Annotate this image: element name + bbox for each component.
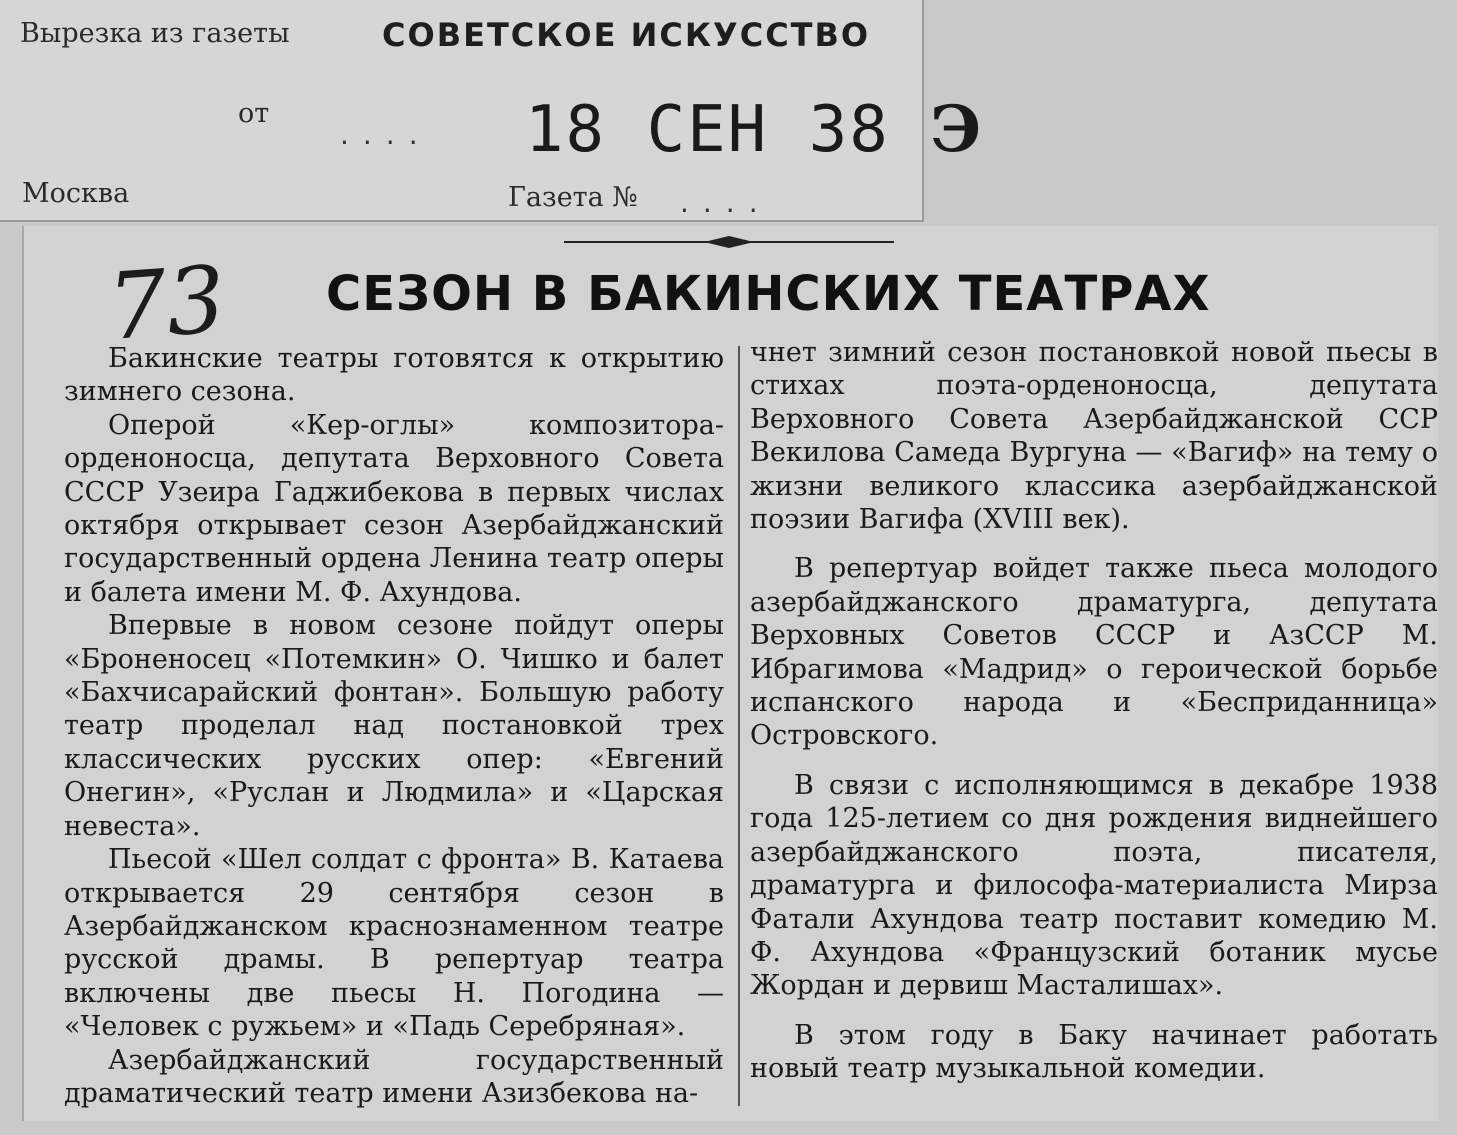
- paragraph: В репертуар войдет также пьеса молодого азербайджанского драматурга, депутата Верховных Советов СССР и АзССР М. Ибрагимова «Мадрид» о героической борьбе испанского народа и «Бесприданница» Островского.: [750, 553, 1438, 752]
- stamped-date: [525, 92, 983, 167]
- article-title: СЕЗОН В БАКИНСКИХ ТЕАТРАХ: [326, 266, 1211, 322]
- paragraph: В связи с исполняющимся в декабре 1938 года 125-летием со дня рождения виднейшего азербайджанского поэта, писателя, драматурга и философа-материалиста Мирза Фатали Ахундова театр поставит комедию М. Ф. Ахундова «Французский ботаник мусье Жордан и дервиш Масталишах».: [750, 769, 1438, 1002]
- handwritten-number: 73: [104, 246, 229, 361]
- paragraph: Бакинские театры готовятся к открытию зимнего сезона.: [64, 343, 724, 408]
- date-dots: ....: [340, 118, 432, 151]
- clipping-stamp: [0, 0, 984, 222]
- paragraph: Пьесой «Шел солдат с фронта» В. Катаева открывается 29 сентября сезон в Азербайджанском краснознаменном театре русской драмы. В репертуар театра включены две пьесы Н. Погодина — «Человек с ружьем» и «Падь Серебряная».: [64, 844, 724, 1043]
- newspaper-clipping: [22, 226, 1438, 1121]
- left-column: [64, 342, 724, 1110]
- issue-dots: ....: [680, 186, 772, 219]
- right-column: [750, 336, 1438, 1086]
- paragraph: чнет зимний сезон постановкой новой пьесы в стихах поэта-орденоносца, депутата Верховного Совета Азербайджанской ССР Векилова Самеда Вургуна — «Вагиф» на тему о жизни великого классика азербайджанской поэзии Вагифа (XVIII век).: [750, 337, 1438, 536]
- label-city: Москва: [22, 178, 130, 209]
- label-issue: Газета №: [508, 182, 638, 213]
- newspaper-name: СОВЕТСКОЕ ИСКУССТВО: [382, 16, 871, 54]
- title-ornament: [564, 234, 894, 250]
- date-mark: Э: [930, 92, 984, 167]
- paragraph: Оперой «Кер-оглы» композитора-орденоносца, депутата Верховного Совета СССР Узеира Гаджибекова в первых числах октября открывает сезон Азербайджанский государственный ордена Ленина театр оперы и балета имени М. Ф. Ахундова.: [64, 409, 724, 608]
- paragraph: Впервые в новом сезоне пойдут оперы «Броненосец «Потемкин» О. Чишко и балет «Бахчисарайский фонтан». Большую работу театр проделал над постановкой трех классических русских опер: «Евгений Онегин», «Руслан и Людмила» и «Царская невеста».: [64, 610, 724, 842]
- column-divider: [738, 346, 740, 1106]
- date-value: 18 СЕН 38: [525, 93, 890, 167]
- paragraph: В этом году в Баку начинает работать новый театр музыкальной комедии.: [750, 1019, 1438, 1085]
- label-clipping: Вырезка из газеты: [20, 18, 290, 49]
- paragraph: Азербайджанский государственный драматический театр имени Азизбекова на-: [64, 1044, 724, 1109]
- label-from: от: [238, 98, 270, 129]
